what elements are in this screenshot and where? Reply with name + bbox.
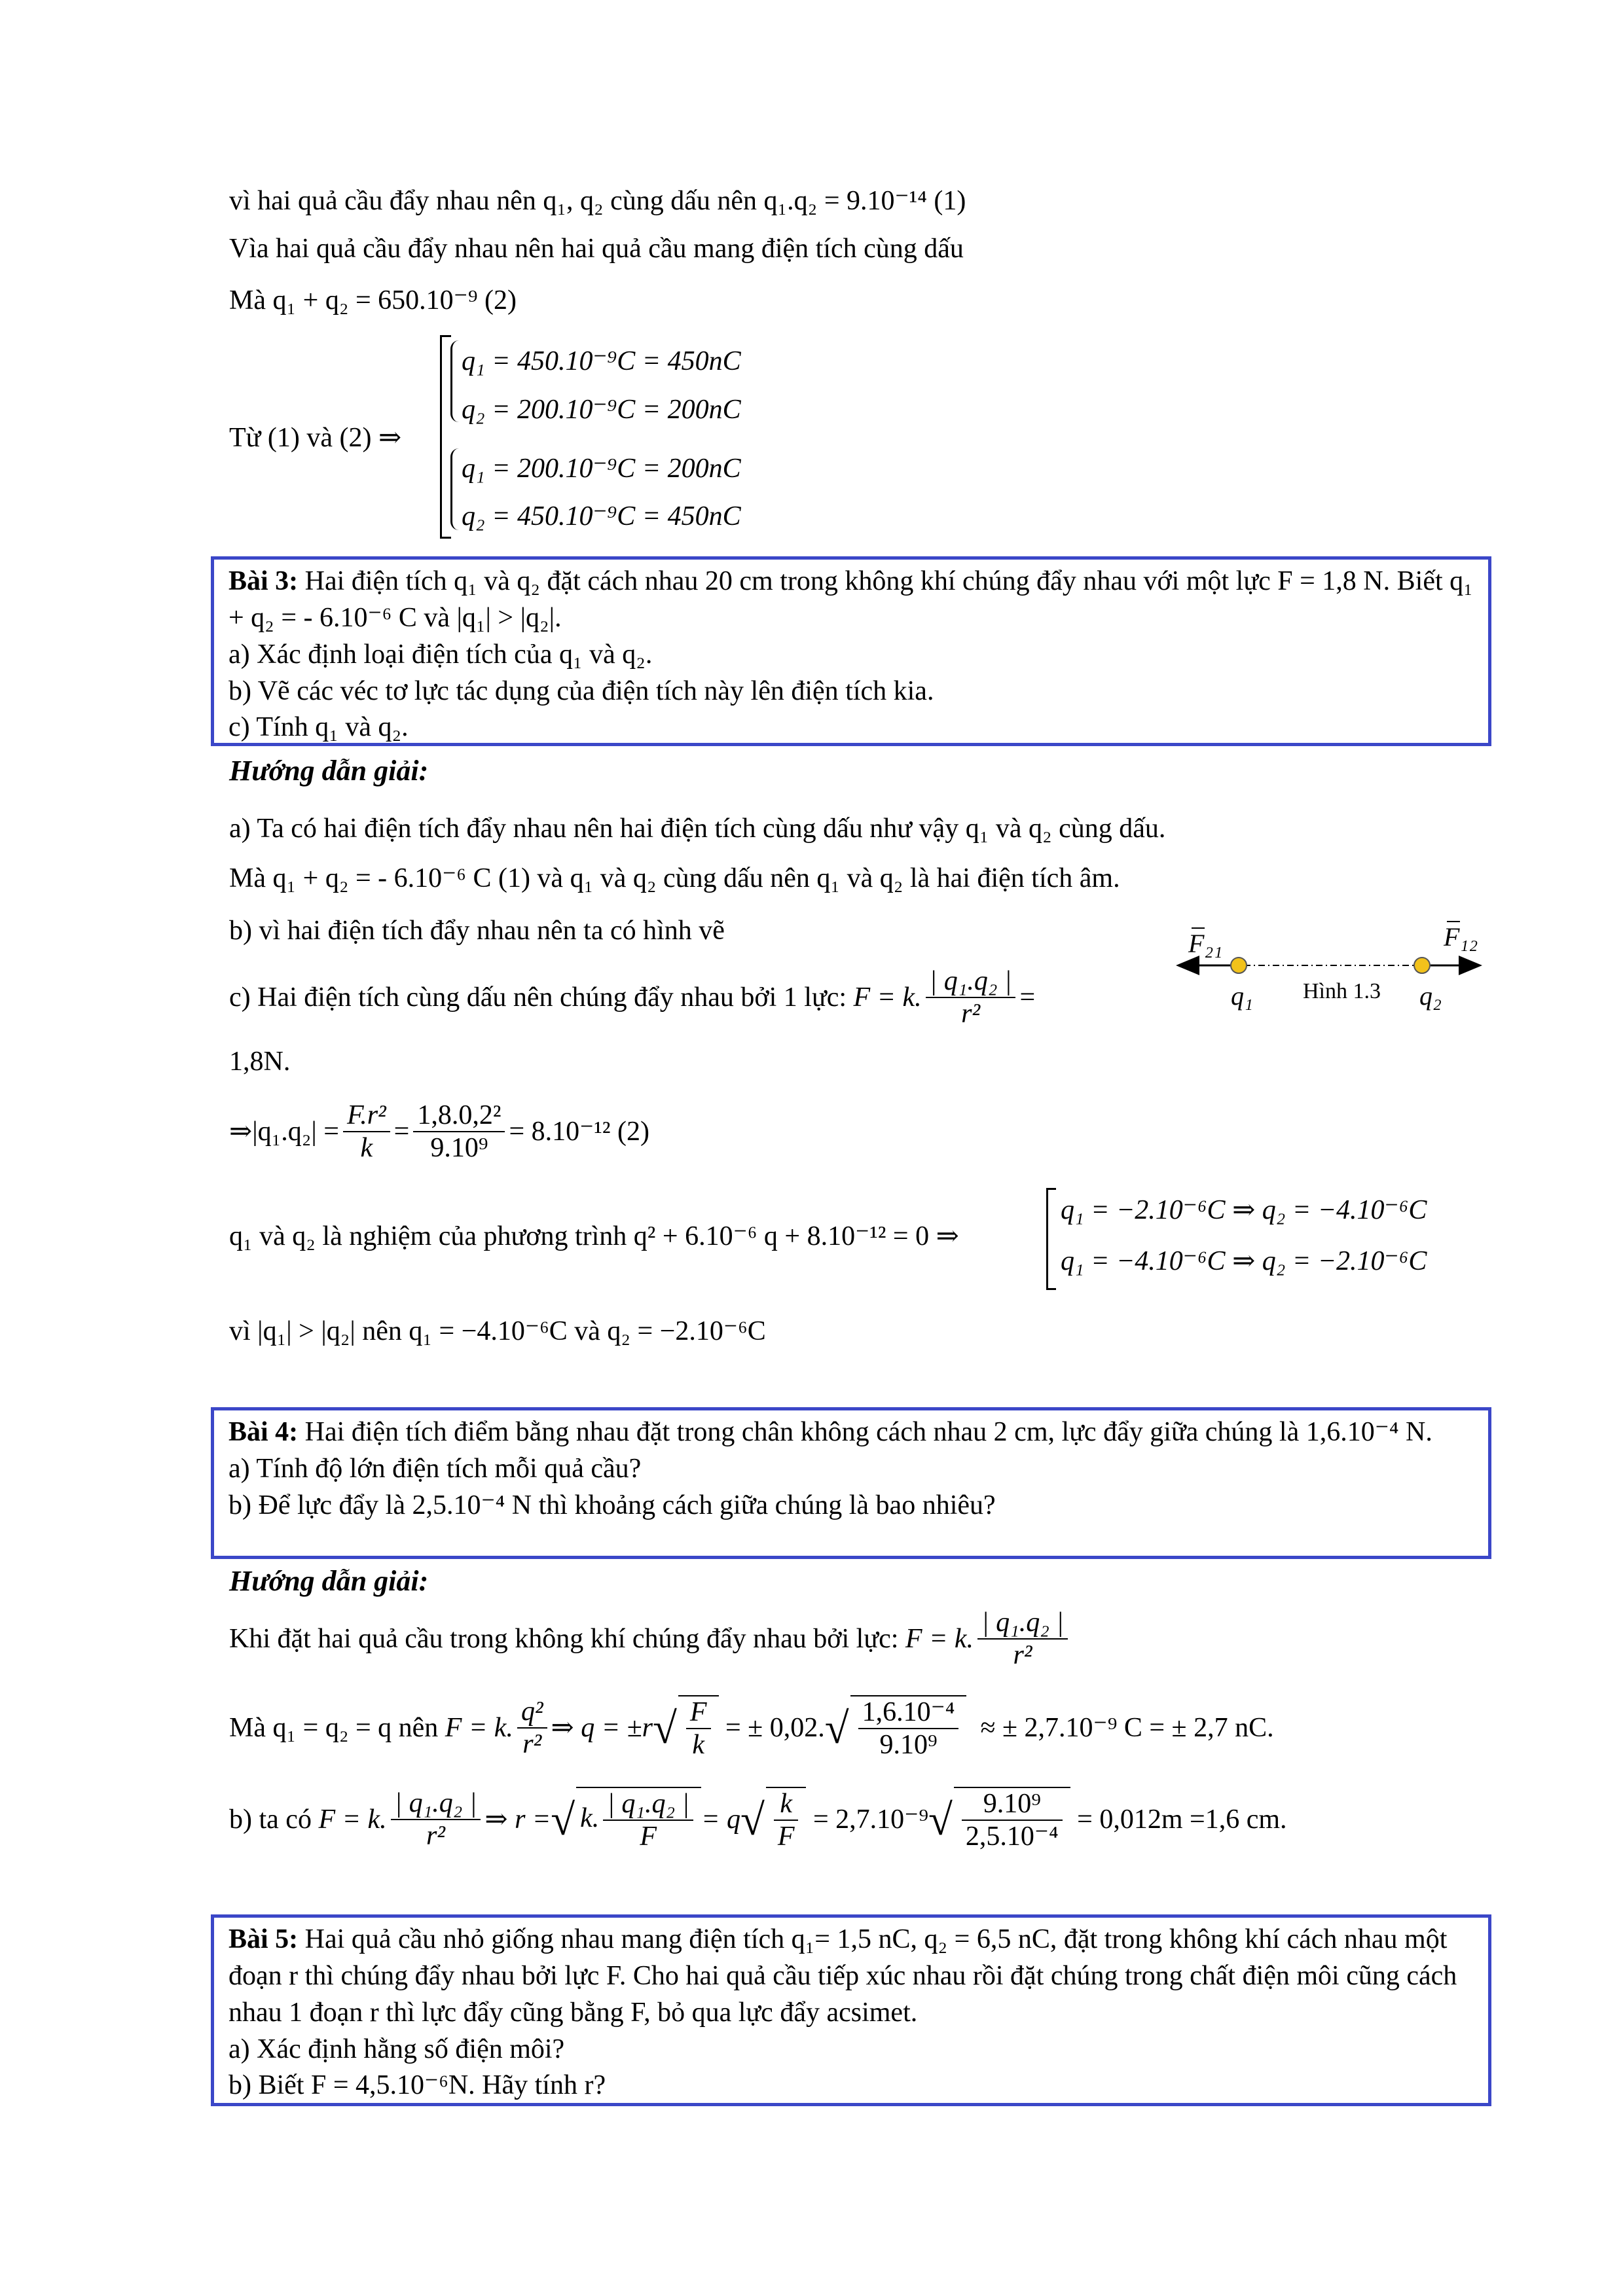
- figure-caption: Hình 1.3: [1303, 979, 1381, 1003]
- bai5-part-b: b) Biết F = 4,5.10⁻⁶N. Hãy tính r?: [228, 2070, 606, 2101]
- bai3-part-a: a) Xác định loại điện tích của q₁ và q₂.: [228, 639, 653, 670]
- bai4-sol-line3: b) ta có F = k. $\frac{\text{| q₁.q₂ |}}{\text{r²}}$ ⇒ r = √ k. $\frac{\text{| q₁.q₂ |}}{F}$ = q √ $\frac{k}{F}$ = 2,7.10⁻⁹ √ $\frac{\text{9.10⁹}}{\text{2,5.10⁻⁴}}$ = 0,012m =1,6 cm.: [229, 1788, 1287, 1852]
- bai3-problem-box: [211, 556, 1491, 746]
- bai4-part-b: b) Để lực đẩy là 2,5.10⁻⁴ N thì khoảng cách giữa chúng là bao nhiêu?: [228, 1490, 996, 1520]
- bai3-part-c: c) Tính q₁ và q₂.: [228, 712, 409, 743]
- root-pair-1: q₁ = −2.10⁻⁶C ⇒ q₂ = −4.10⁻⁶C: [1061, 1195, 1427, 1225]
- system-brace-1: [450, 340, 459, 422]
- bai3-title: Bài 3:: [228, 566, 299, 596]
- intro-line-3: Mà q₁ + q₂ = 650.10⁻⁹ (2): [229, 285, 517, 315]
- system-bracket: [440, 335, 451, 539]
- bai4-sol-line2: Mà q₁ = q₂ = q nên F = k. $\frac{\text{q²}}{\text{r²}}$ ⇒ q = ±r √ $\frac{F}{k}$ = ± 0,02. √ $\frac{\text{1,6.10⁻⁴}}{\text{9.10⁹}}$ ≈ ± 2,7.10⁻⁹ C = ± 2,7 nC.: [229, 1696, 1274, 1761]
- roots-bracket: [1046, 1188, 1056, 1290]
- root-pair-2: q₁ = −4.10⁻⁶C ⇒ q₂ = −2.10⁻⁶C: [1061, 1246, 1427, 1276]
- bai3-part-b: b) Vẽ các véc tơ lực tác dụng của điện tích này lên điện tích kia.: [228, 675, 934, 706]
- bai3-sol-a2: Mà q₁ + q₂ = - 6.10⁻⁶ C (1) và q₁ và q₂ cùng dấu nên q₁ và q₂ là hai điện tích âm.: [229, 863, 1120, 893]
- label-f21: F₂₁: [1188, 929, 1223, 958]
- bai5-problem-box: [211, 1914, 1491, 2106]
- bai5-title: Bài 5:: [228, 1924, 299, 1954]
- label-f12: F₁₂: [1444, 922, 1478, 952]
- bai4-problem-box: [211, 1407, 1491, 1559]
- system-brace-2: [450, 448, 459, 530]
- bai4-solution-heading: Hướng dẫn giải:: [229, 1565, 429, 1597]
- bai4-part-a: a) Tính độ lớn điện tích mỗi quả cầu?: [228, 1453, 642, 1484]
- charge-q2-icon: [1414, 958, 1430, 973]
- bai3-force-value: 1,8N.: [229, 1047, 291, 1077]
- force-diagram: [1165, 916, 1493, 1021]
- bai3-solution-heading: Hướng dẫn giải:: [229, 755, 429, 787]
- system-eq-3: q₁ = 200.10⁻⁹C = 200nC: [462, 454, 741, 484]
- system-eq-1: q₁ = 450.10⁻⁹C = 450nC: [462, 346, 741, 376]
- bai4-title: Bài 4:: [228, 1417, 299, 1447]
- bai3-sol-c: c) Hai điện tích cùng dấu nên chúng đẩy nhau bởi 1 lực: F = k. $\frac{\text{| q₁.q₂ |}}{\text{r²}}$ =: [229, 966, 1036, 1030]
- charge-q1-icon: [1231, 958, 1247, 973]
- bai4-text: Hai điện tích điểm bằng nhau đặt trong chân không cách nhau 2 cm, lực đẩy giữa chúng là 1,6.10⁻⁴ N.: [298, 1417, 1432, 1447]
- bai3-product-equation: ⇒|q₁.q₂| = $\frac{\text{F.r²}}{k}$ = $\frac{\text{1,8.0,2²}}{\text{9.10⁹}}$ = 8.10⁻¹² (2): [229, 1100, 649, 1164]
- system-eq-4: q₂ = 450.10⁻⁹C = 450nC: [462, 501, 741, 531]
- label-q2: q₂: [1419, 981, 1442, 1011]
- bai3-sol-b: b) vì hai điện tích đẩy nhau nên ta có hình vẽ: [229, 916, 725, 946]
- bai3-text: Hai điện tích q₁ và q₂ đặt cách nhau 20 cm trong không khí chúng đẩy nhau với một lực F = 1,8 N. Biết q₁ + q₂ = - 6.10⁻⁶ C và |q₁| > |q₂|.: [228, 566, 1473, 633]
- system-eq-2: q₂ = 200.10⁻⁹C = 200nC: [462, 395, 741, 425]
- bai3-final: vì |q₁| > |q₂| nên q₁ = −4.10⁻⁶C và q₂ = −2.10⁻⁶C: [229, 1316, 766, 1346]
- intro-line-1: vì hai quả cầu đẩy nhau nên q₁, q₂ cùng dấu nên q₁.q₂ = 9.10⁻¹⁴ (1): [229, 186, 966, 216]
- bai3-sol-a: a) Ta có hai điện tích đẩy nhau nên hai điện tích cùng dấu như vậy q₁ và q₂ cùng dấu.: [229, 814, 1166, 844]
- bai3-quadratic: q₁ và q₂ là nghiệm của phương trình q² + 6.10⁻⁶ q + 8.10⁻¹² = 0 ⇒: [229, 1221, 959, 1251]
- bai4-sol-line1: Khi đặt hai quả cầu trong không khí chúng đẩy nhau bởi lực: F = k. $\frac{\text{| q₁.q₂ |}}{\text{r²}}$: [229, 1607, 1072, 1672]
- label-q1: q₁: [1231, 981, 1253, 1011]
- bai5-text: Hai quả cầu nhỏ giống nhau mang điện tích q₁= 1,5 nC, q₂ = 6,5 nC, đặt trong không khí cách nhau một đoạn r thì chúng đẩy nhau bởi lực F. Cho hai quả cầu tiếp xúc nhau rồi đặt chúng trong chất điện môi cũng cách nhau 1 đoạn r thì lực đẩy cũng bằng F, bỏ qua lực đẩy acsimet.: [228, 1924, 1457, 2028]
- from-label: Từ (1) và (2) ⇒: [229, 423, 402, 453]
- intro-line-2: Vìa hai quả cầu đẩy nhau nên hai quả cầu mang điện tích cùng dấu: [229, 234, 964, 264]
- bai5-part-a: a) Xác định hằng số điện môi?: [228, 2034, 565, 2064]
